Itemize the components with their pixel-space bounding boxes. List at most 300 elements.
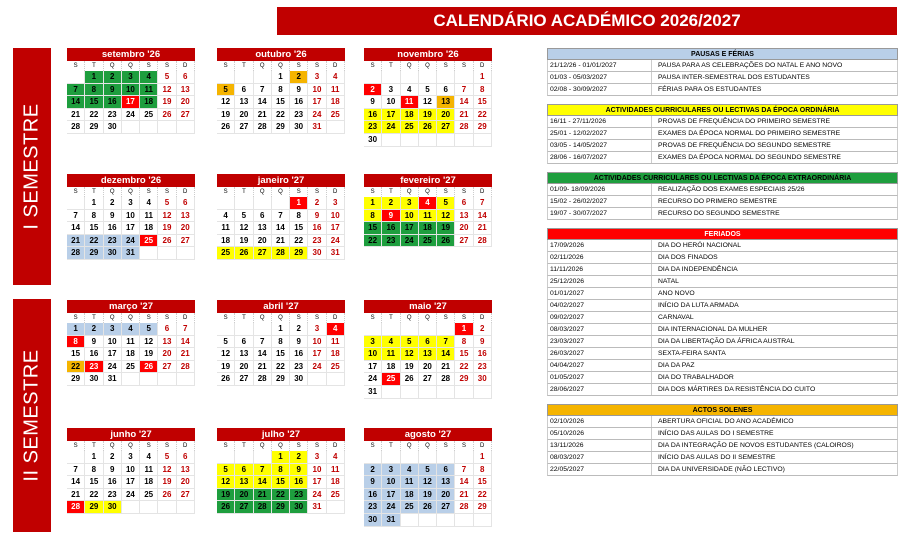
weekday-label: S — [308, 441, 326, 451]
day-cell: 31 — [308, 121, 326, 134]
weekday-label: Q — [272, 313, 290, 323]
day-cell: 14 — [455, 476, 473, 489]
day-cell: 29 — [272, 501, 290, 514]
legend-description: DIA DA PAZ — [658, 362, 695, 369]
empty-cell — [235, 71, 253, 84]
day-cell: 2 — [104, 197, 122, 210]
empty-cell — [382, 451, 400, 464]
day-cell: 19 — [401, 361, 419, 374]
weekday-label: S — [140, 61, 158, 71]
day-cell: 31 — [104, 373, 122, 386]
weekday-label: D — [327, 313, 345, 323]
day-cell: 29 — [474, 501, 492, 514]
day-cell: 19 — [419, 109, 437, 122]
semester-1-banner — [13, 48, 51, 285]
day-cell: 10 — [401, 210, 419, 223]
day-cell: 11 — [327, 336, 345, 349]
empty-cell — [419, 514, 437, 527]
month-header: agosto '27 — [364, 428, 492, 441]
month-grid — [217, 61, 345, 134]
weekday-label: T — [235, 441, 253, 451]
day-cell: 13 — [235, 96, 253, 109]
month-calendar — [67, 174, 195, 260]
day-cell: 12 — [437, 210, 455, 223]
legend-date: 28/06 - 16/07/2027 — [548, 152, 652, 163]
day-cell: 1 — [455, 323, 473, 336]
day-cell: 3 — [401, 197, 419, 210]
empty-cell — [122, 501, 140, 514]
day-cell: 15 — [272, 96, 290, 109]
day-cell: 29 — [85, 501, 103, 514]
legend-row — [547, 140, 898, 152]
weekday-label: S — [290, 441, 308, 451]
legend-row — [547, 72, 898, 84]
day-cell: 28 — [254, 373, 272, 386]
empty-cell — [217, 323, 235, 336]
day-cell: 22 — [455, 361, 473, 374]
weekday-label: S — [308, 313, 326, 323]
legend-description: RECURSO DO PRIMERO SEMESTRE — [658, 198, 777, 205]
day-cell: 20 — [455, 222, 473, 235]
weekday-label: T — [382, 187, 400, 197]
day-cell: 20 — [235, 361, 253, 374]
day-cell: 18 — [122, 348, 140, 361]
day-cell: 3 — [104, 323, 122, 336]
day-cell: 30 — [104, 501, 122, 514]
legend-date: 02/08 - 30/09/2027 — [548, 84, 652, 95]
day-cell: 2 — [474, 323, 492, 336]
day-cell: 11 — [140, 84, 158, 97]
empty-cell — [364, 323, 382, 336]
legend-date: 13/11/2026 — [548, 440, 652, 451]
legend-row — [547, 384, 898, 396]
day-cell: 17 — [327, 222, 345, 235]
day-cell: 7 — [67, 464, 85, 477]
day-cell: 26 — [140, 361, 158, 374]
day-cell: 5 — [158, 197, 176, 210]
day-cell: 3 — [122, 71, 140, 84]
empty-cell — [254, 197, 272, 210]
weekday-label: Q — [419, 187, 437, 197]
day-cell: 21 — [254, 109, 272, 122]
day-cell: 30 — [85, 373, 103, 386]
day-cell: 12 — [401, 348, 419, 361]
legend-description: DIA DA INTEGRAÇÃO DE NOVOS ESTUDANTES (CALOIROS) — [658, 442, 854, 449]
empty-cell — [382, 323, 400, 336]
day-cell: 27 — [455, 235, 473, 248]
weekday-label: S — [308, 187, 326, 197]
day-cell: 29 — [85, 121, 103, 134]
legend-date: 11/11/2026 — [548, 264, 652, 275]
empty-cell — [474, 514, 492, 527]
month-header: maio '27 — [364, 300, 492, 313]
day-cell: 5 — [419, 84, 437, 97]
empty-cell — [474, 386, 492, 399]
legend-date: 01/01/2027 — [548, 288, 652, 299]
legend-description: INÍCIO DAS AULAS DO II SEMESTRE — [658, 454, 776, 461]
day-cell: 25 — [140, 235, 158, 248]
day-cell: 3 — [308, 71, 326, 84]
legend-date: 23/03/2027 — [548, 336, 652, 347]
day-cell: 15 — [474, 96, 492, 109]
day-cell: 24 — [364, 373, 382, 386]
day-cell: 7 — [67, 210, 85, 223]
semester-2-label: II SEMESTRE — [20, 349, 43, 482]
day-cell: 23 — [290, 109, 308, 122]
day-cell: 18 — [327, 96, 345, 109]
empty-cell — [419, 451, 437, 464]
empty-cell — [217, 451, 235, 464]
day-cell: 3 — [364, 336, 382, 349]
day-cell: 2 — [364, 464, 382, 477]
day-cell: 13 — [437, 476, 455, 489]
empty-cell — [455, 514, 473, 527]
day-cell: 27 — [254, 247, 272, 260]
legend-date: 08/03/2027 — [548, 452, 652, 463]
weekday-label: S — [67, 61, 85, 71]
day-cell: 5 — [158, 451, 176, 464]
day-cell: 16 — [290, 348, 308, 361]
day-cell: 8 — [67, 336, 85, 349]
legend-section-header: ACTIVIDADES CURRICULARES OU LECTIVAS DA ÉPOCA ORDINÁRIA — [547, 104, 898, 116]
day-cell: 26 — [419, 121, 437, 134]
legend-row — [547, 324, 898, 336]
weekday-label: Q — [419, 441, 437, 451]
day-cell: 18 — [140, 222, 158, 235]
day-cell: 5 — [401, 336, 419, 349]
day-cell: 16 — [85, 348, 103, 361]
day-cell: 12 — [158, 464, 176, 477]
weekday-label: Q — [401, 441, 419, 451]
weekday-label: D — [474, 187, 492, 197]
day-cell: 3 — [382, 84, 400, 97]
day-cell: 27 — [235, 501, 253, 514]
legend-date: 26/03/2027 — [548, 348, 652, 359]
legend-date: 25/12/2026 — [548, 276, 652, 287]
weekday-label: S — [67, 441, 85, 451]
weekday-label: S — [158, 441, 176, 451]
month-grid — [217, 441, 345, 514]
month-grid — [364, 61, 492, 147]
empty-cell — [437, 386, 455, 399]
day-cell: 16 — [290, 96, 308, 109]
day-cell: 19 — [217, 109, 235, 122]
legend-date: 03/05 - 14/05/2027 — [548, 140, 652, 151]
day-cell: 7 — [474, 197, 492, 210]
weekday-label: S — [290, 187, 308, 197]
day-cell: 27 — [419, 373, 437, 386]
legend-section-header: ACTOS SOLENES — [547, 404, 898, 416]
day-cell: 6 — [235, 336, 253, 349]
day-cell: 2 — [364, 84, 382, 97]
weekday-label: T — [85, 61, 103, 71]
day-cell: 6 — [235, 84, 253, 97]
day-cell: 8 — [272, 336, 290, 349]
month-header: março '27 — [67, 300, 195, 313]
day-cell: 4 — [140, 451, 158, 464]
day-cell: 1 — [272, 323, 290, 336]
day-cell: 25 — [327, 489, 345, 502]
legend-description: CARNAVAL — [658, 314, 694, 321]
day-cell: 2 — [104, 451, 122, 464]
month-grid — [67, 187, 195, 260]
day-cell: 7 — [455, 464, 473, 477]
month-grid — [217, 187, 345, 260]
legend-row — [547, 288, 898, 300]
weekday-label: S — [437, 313, 455, 323]
day-cell: 6 — [158, 323, 176, 336]
weekday-label: Q — [122, 313, 140, 323]
day-cell: 12 — [235, 222, 253, 235]
day-cell: 6 — [437, 84, 455, 97]
legend-description: INÍCIO DA LUTA ARMADA — [658, 302, 739, 309]
legend-description: DIA INTERNACIONAL DA MULHER — [658, 326, 768, 333]
day-cell: 15 — [290, 222, 308, 235]
day-cell: 6 — [177, 451, 195, 464]
day-cell: 9 — [382, 210, 400, 223]
legend-description: DIA DA UNIVERSIDADE (NÃO LECTIVO) — [658, 466, 785, 473]
day-cell: 15 — [455, 348, 473, 361]
day-cell: 30 — [474, 373, 492, 386]
legend-date: 08/03/2027 — [548, 324, 652, 335]
empty-cell — [158, 121, 176, 134]
day-cell: 19 — [217, 361, 235, 374]
day-cell: 19 — [419, 489, 437, 502]
day-cell: 6 — [455, 197, 473, 210]
day-cell: 23 — [290, 361, 308, 374]
day-cell: 24 — [308, 489, 326, 502]
day-cell: 31 — [327, 247, 345, 260]
day-cell: 17 — [401, 222, 419, 235]
day-cell: 17 — [104, 348, 122, 361]
day-cell: 14 — [474, 210, 492, 223]
weekday-label: S — [364, 313, 382, 323]
day-cell: 8 — [85, 464, 103, 477]
day-cell: 26 — [419, 501, 437, 514]
day-cell: 6 — [177, 71, 195, 84]
empty-cell — [382, 71, 400, 84]
legend-description: DIA DOS FINADOS — [658, 254, 718, 261]
empty-cell — [474, 134, 492, 147]
month-calendar — [67, 300, 195, 386]
day-cell: 30 — [104, 247, 122, 260]
weekday-label: S — [140, 441, 158, 451]
weekday-label: S — [455, 441, 473, 451]
empty-cell — [437, 323, 455, 336]
day-cell: 18 — [401, 489, 419, 502]
day-cell: 30 — [290, 121, 308, 134]
day-cell: 22 — [272, 109, 290, 122]
legend-description: EXAMES DA ÉPOCA NORMAL DO PRIMEIRO SEMESTRE — [658, 130, 841, 137]
weekday-label: Q — [104, 313, 122, 323]
day-cell: 25 — [140, 109, 158, 122]
day-cell: 21 — [474, 222, 492, 235]
day-cell: 7 — [437, 336, 455, 349]
day-cell: 10 — [382, 476, 400, 489]
empty-cell — [235, 323, 253, 336]
weekday-label: T — [85, 187, 103, 197]
day-cell: 23 — [290, 489, 308, 502]
day-cell: 6 — [177, 197, 195, 210]
day-cell: 23 — [104, 235, 122, 248]
legend-date: 02/10/2026 — [548, 416, 652, 427]
day-cell: 4 — [217, 210, 235, 223]
empty-cell — [401, 134, 419, 147]
day-cell: 24 — [122, 109, 140, 122]
day-cell: 6 — [437, 464, 455, 477]
legend-date: 15/02 - 26/02/2027 — [548, 196, 652, 207]
day-cell: 10 — [382, 96, 400, 109]
legend-date: 05/10/2026 — [548, 428, 652, 439]
day-cell: 8 — [455, 336, 473, 349]
day-cell: 22 — [474, 489, 492, 502]
weekday-label: Q — [104, 187, 122, 197]
legend-description: REALIZAÇÃO DOS EXAMES ESPECIAIS 25/26 — [658, 186, 805, 193]
day-cell: 23 — [364, 501, 382, 514]
day-cell: 18 — [217, 235, 235, 248]
month-calendar — [67, 428, 195, 514]
day-cell: 21 — [272, 235, 290, 248]
day-cell: 20 — [254, 235, 272, 248]
day-cell: 17 — [308, 348, 326, 361]
day-cell: 8 — [474, 84, 492, 97]
day-cell: 1 — [272, 71, 290, 84]
day-cell: 13 — [177, 210, 195, 223]
day-cell: 15 — [67, 348, 85, 361]
month-grid — [67, 61, 195, 134]
month-header: setembro '26 — [67, 48, 195, 61]
day-cell: 20 — [419, 361, 437, 374]
day-cell: 4 — [382, 336, 400, 349]
day-cell: 28 — [67, 501, 85, 514]
empty-cell — [455, 386, 473, 399]
legend-row — [547, 440, 898, 452]
weekday-label: T — [235, 187, 253, 197]
day-cell: 5 — [419, 464, 437, 477]
legend-row — [547, 428, 898, 440]
day-cell: 10 — [364, 348, 382, 361]
legend-description: DIA DA INDEPENDÊNCIA — [658, 266, 738, 273]
day-cell: 22 — [67, 361, 85, 374]
legend-description: DIA DOS MÁRTIRES DA RESISTÊNCIA DO CUITO — [658, 386, 816, 393]
empty-cell — [254, 451, 272, 464]
day-cell: 1 — [85, 197, 103, 210]
day-cell: 3 — [122, 451, 140, 464]
day-cell: 15 — [272, 348, 290, 361]
day-cell: 13 — [235, 476, 253, 489]
day-cell: 15 — [85, 222, 103, 235]
day-cell: 25 — [401, 121, 419, 134]
legend-description: DIA DO TRABALHADOR — [658, 374, 734, 381]
weekday-label: S — [364, 441, 382, 451]
day-cell: 11 — [327, 84, 345, 97]
day-cell: 25 — [217, 247, 235, 260]
day-cell: 24 — [104, 361, 122, 374]
legend-description: RECURSO DO SEGUNDO SEMESTRE — [658, 210, 780, 217]
day-cell: 9 — [290, 84, 308, 97]
day-cell: 13 — [455, 210, 473, 223]
month-header: abril '27 — [217, 300, 345, 313]
day-cell: 21 — [177, 348, 195, 361]
weekday-label: S — [290, 61, 308, 71]
legend-description: EXAMES DA ÉPOCA NORMAL DO SEGUNDO SEMESTRE — [658, 154, 841, 161]
day-cell: 3 — [308, 323, 326, 336]
weekday-label: T — [235, 313, 253, 323]
day-cell: 6 — [235, 464, 253, 477]
day-cell: 4 — [122, 323, 140, 336]
empty-cell — [308, 373, 326, 386]
day-cell: 9 — [474, 336, 492, 349]
empty-cell — [401, 451, 419, 464]
day-cell: 28 — [254, 121, 272, 134]
day-cell: 6 — [419, 336, 437, 349]
empty-cell — [401, 323, 419, 336]
day-cell: 30 — [308, 247, 326, 260]
weekday-label: D — [177, 61, 195, 71]
day-cell: 2 — [382, 197, 400, 210]
day-cell: 12 — [419, 96, 437, 109]
day-cell: 18 — [327, 476, 345, 489]
weekday-label: D — [327, 61, 345, 71]
page-title: CALENDÁRIO ACADÉMICO 2026/2027 — [277, 7, 897, 35]
day-cell: 24 — [122, 235, 140, 248]
day-cell: 8 — [272, 464, 290, 477]
month-grid — [67, 441, 195, 514]
day-cell: 14 — [437, 348, 455, 361]
day-cell: 25 — [122, 361, 140, 374]
legend-section — [547, 172, 898, 220]
day-cell: 5 — [235, 210, 253, 223]
empty-cell — [419, 323, 437, 336]
day-cell: 4 — [327, 323, 345, 336]
day-cell: 14 — [67, 96, 85, 109]
day-cell: 28 — [272, 247, 290, 260]
day-cell: 26 — [217, 121, 235, 134]
day-cell: 19 — [217, 489, 235, 502]
empty-cell — [158, 373, 176, 386]
empty-cell — [382, 134, 400, 147]
day-cell: 21 — [67, 235, 85, 248]
day-cell: 16 — [382, 222, 400, 235]
day-cell: 20 — [177, 222, 195, 235]
day-cell: 23 — [474, 361, 492, 374]
day-cell: 12 — [217, 96, 235, 109]
weekday-label: Q — [401, 313, 419, 323]
day-cell: 7 — [272, 210, 290, 223]
month-header: dezembro '26 — [67, 174, 195, 187]
day-cell: 14 — [67, 222, 85, 235]
legend-description: DIA DO HERÓI NACIONAL — [658, 242, 742, 249]
empty-cell — [140, 121, 158, 134]
empty-cell — [140, 247, 158, 260]
day-cell: 13 — [437, 96, 455, 109]
legend-row — [547, 84, 898, 96]
legend-row — [547, 152, 898, 164]
day-cell: 27 — [177, 109, 195, 122]
empty-cell — [364, 71, 382, 84]
day-cell: 29 — [272, 121, 290, 134]
weekday-label: S — [290, 313, 308, 323]
legend-row — [547, 312, 898, 324]
day-cell: 11 — [401, 96, 419, 109]
month-calendar — [217, 48, 345, 134]
weekday-label: S — [364, 61, 382, 71]
empty-cell — [217, 197, 235, 210]
day-cell: 14 — [254, 96, 272, 109]
day-cell: 16 — [364, 489, 382, 502]
empty-cell — [437, 451, 455, 464]
legend-date: 09/02/2027 — [548, 312, 652, 323]
